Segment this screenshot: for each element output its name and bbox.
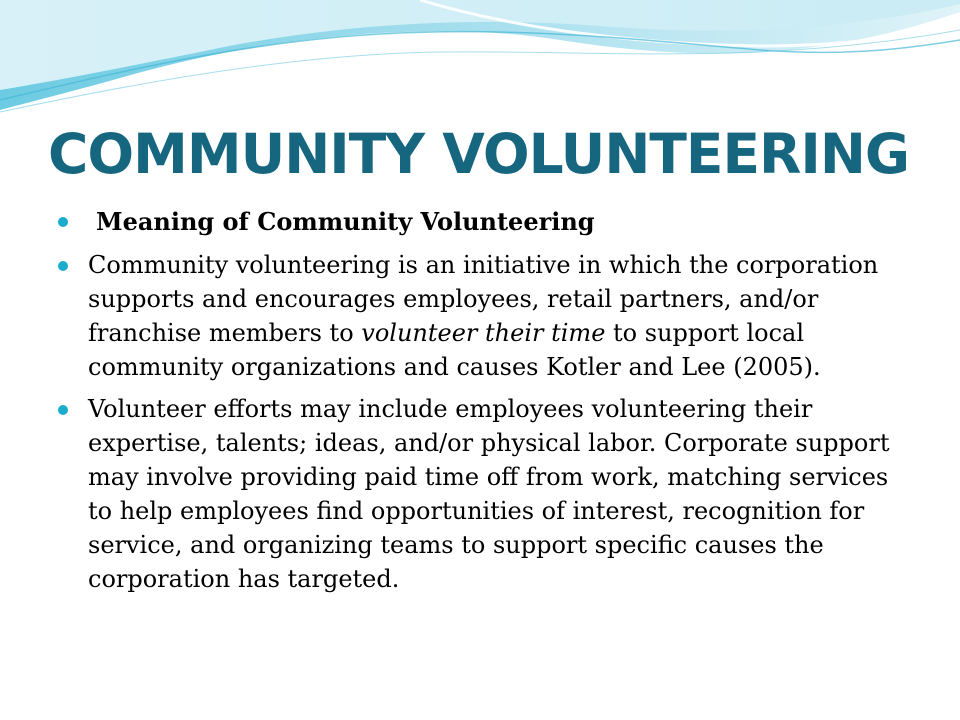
definition-text-start: Community volunteering is an initiative in which the corporation supports and encourages employees, retail partners, and/or franchise members to: [88, 251, 879, 347]
bullet-item-definition: [58, 248, 918, 384]
bullet-subheading: Meaning of Community Volunteering: [96, 207, 595, 236]
bullet-item-heading: [58, 204, 918, 240]
bullet-item-efforts: [58, 392, 918, 596]
bullet-dot-icon: [58, 405, 68, 415]
bullet-list: [58, 204, 918, 604]
definition-text-end: to support local community organizations and causes Kotler and Lee (2005).: [88, 319, 821, 381]
bullet-dot-icon: [58, 261, 68, 271]
header-wave-decoration: [0, 0, 960, 130]
definition-text-italic: volunteer their time: [361, 319, 606, 347]
bullet-dot-icon: [58, 217, 68, 227]
efforts-text: Volunteer efforts may include employees volunteering their expertise, talents; ideas, and/or physical labor. Corporate support may involve providing paid time off from work, matching services to help employees find opportunities of interest, recognition for service, and organizing teams to support specific causes the corporation has targeted.: [88, 395, 890, 593]
slide-title: COMMUNITY VOLUNTEERING: [48, 122, 910, 186]
